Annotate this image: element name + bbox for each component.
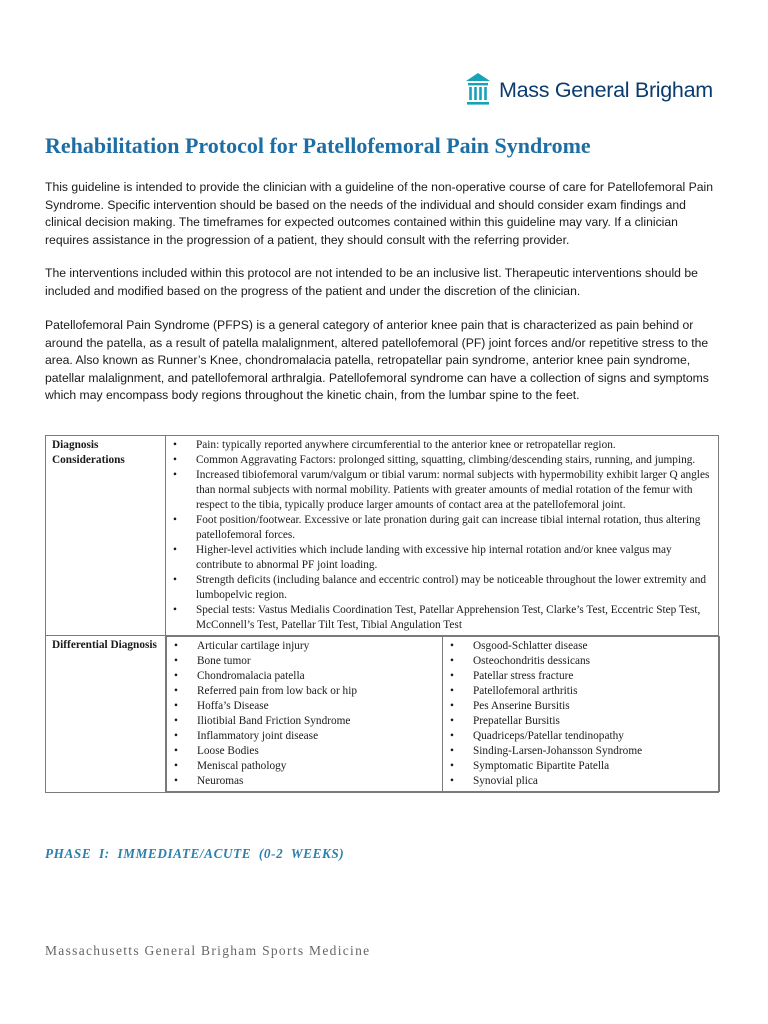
- logo-text: Mass General Brigham: [499, 77, 713, 102]
- list-item: • Higher-level activities which include landing with excessive hip internal rotation and/or knee valgus may contribute to abnormal PF joint loading.: [196, 543, 714, 573]
- list-item: • Quadriceps/Patellar tendinopathy: [473, 729, 715, 744]
- list-item: • Prepatellar Bursitis: [473, 714, 715, 729]
- list-item: • Osgood-Schlatter disease: [473, 639, 715, 654]
- logo: [465, 70, 713, 110]
- table-row: [46, 636, 719, 793]
- list-item: • Meniscal pathology: [197, 759, 438, 774]
- list-item: • Referred pain from low back or hip: [197, 684, 438, 699]
- list-item: • Osteochondritis dessicans: [473, 654, 715, 669]
- phase-heading: PHASE I: IMMEDIATE/ACUTE (0-2 WEEKS): [45, 846, 345, 861]
- list-item: • Sinding-Larsen-Johansson Syndrome: [473, 744, 715, 759]
- diagnosis-considerations-label: Diagnosis Considerations: [46, 436, 166, 636]
- list-item: • Pain: typically reported anywhere circumferential to the anterior knee or retropatellar region.: [196, 438, 714, 453]
- building-columns-icon: [465, 72, 491, 108]
- pfps-definition-paragraph: Patellofemoral Pain Syndrome (PFPS) is a general category of anterior knee pain that is characterized as pain behind or around the patella, as a result of patella malalignment, altered patellofemoral (PF) joint forces and/or repetitive stress to the area. Also known as Runner’s Knee, chondromalacia patella, retropatellar pain syndrome, anterior knee pain syndrome, patellar malalignment, and patellofemoral arthralgia. Patellofemoral syndrome can have a collection of signs and symptoms which may encompass body regions throughout the kinetic chain, from the lumbar spine to the feet.: [45, 318, 709, 403]
- list-item: • Special tests: Vastus Medialis Coordination Test, Patellar Apprehension Test, Clarke’s Test, Eccentric Step Test, McConnell’s Test, Patellar Tilt Test, Tibial Angulation Test: [196, 603, 714, 633]
- list-item: • Pes Anserine Bursitis: [473, 699, 715, 714]
- differential-diagnosis-cell: [166, 636, 719, 793]
- list-item: • Common Aggravating Factors: prolonged sitting, squatting, climbing/descending stairs, running, and jumping.: [196, 453, 714, 468]
- interventions-paragraph: The interventions included within this protocol are not intended to be an inclusive list. Therapeutic interventions should be included and modified based on the progress of the patient and under the discretion of the clinician.: [45, 266, 698, 298]
- list-item: • Foot position/footwear. Excessive or late pronation during gait can increase tibial internal rotation, thus altering patellofemoral forces.: [196, 513, 714, 543]
- footer-text: Massachusetts General Brigham Sports Medicine: [45, 943, 371, 958]
- list-item: • Patellar stress fracture: [473, 669, 715, 684]
- list-item: • Bone tumor: [197, 654, 438, 669]
- differential-left-list: [173, 639, 438, 789]
- list-item: • Articular cartilage injury: [197, 639, 438, 654]
- differential-right-list: [449, 639, 715, 789]
- list-item: • Increased tibiofemoral varum/valgum or tibial varum: normal subjects with hypermobility exhibit larger Q angles than normal subjects with normal mobility. Patients with greater amounts of medial rotation of the femur with respect to the tibia, typically produce larger amounts of contact area at the patellofemoral joint.: [196, 468, 714, 513]
- list-item: • Loose Bodies: [197, 744, 438, 759]
- differential-diagnosis-label: Differential Diagnosis: [46, 636, 166, 793]
- list-item: • Symptomatic Bipartite Patella: [473, 759, 715, 774]
- differential-right-column: [443, 637, 720, 792]
- diagnosis-considerations-list: [172, 438, 714, 633]
- list-item: • Hoffa’s Disease: [197, 699, 438, 714]
- list-item: • Neuromas: [197, 774, 438, 789]
- list-item: • Chondromalacia patella: [197, 669, 438, 684]
- differential-subtable: [166, 636, 720, 792]
- intro-paragraph: This guideline is intended to provide the clinician with a guideline of the non-operative course of care for Patellofemoral Pain Syndrome. Specific intervention should be based on the needs of the individual and should consider exam findings and clinical decision making. The timeframes for expected outcomes contained within this guideline may vary. If a clinician requires assistance in the progression of a patient, they should consult with the referring provider.: [45, 180, 713, 247]
- list-item: • Iliotibial Band Friction Syndrome: [197, 714, 438, 729]
- list-item: • Synovial plica: [473, 774, 715, 789]
- list-item: • Inflammatory joint disease: [197, 729, 438, 744]
- diagnosis-considerations-cell: [166, 436, 719, 636]
- page-title: Rehabilitation Protocol for Patellofemoral Pain Syndrome: [45, 133, 591, 158]
- differential-left-column: [167, 637, 443, 792]
- list-item: • Patellofemoral arthritis: [473, 684, 715, 699]
- diagnosis-table: [45, 435, 719, 793]
- table-row: [46, 436, 719, 636]
- list-item: • Strength deficits (including balance and eccentric control) may be noticeable throughout the lower extremity and lumbopelvic region.: [196, 573, 714, 603]
